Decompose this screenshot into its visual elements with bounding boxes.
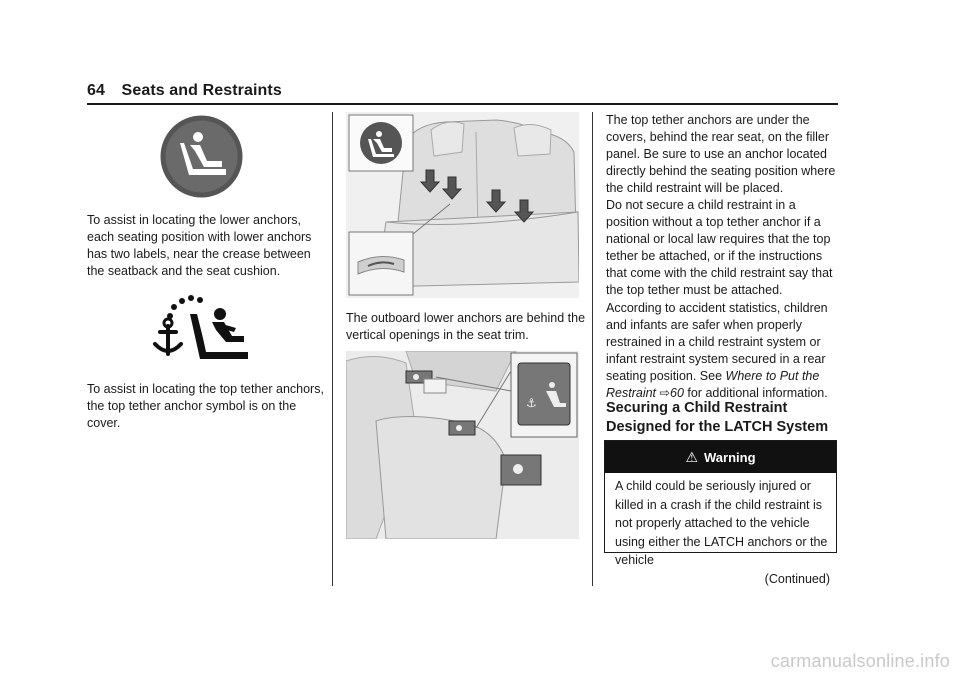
accident-statistics-paragraph [606, 300, 840, 402]
warning-label: Warning [704, 449, 756, 465]
outboard-anchors-paragraph: The outboard lower anchors are behind the vertical openings in the seat trim. [346, 311, 586, 342]
warning-header [605, 441, 836, 473]
statistics-text-end: for additional information. [683, 386, 828, 400]
column-divider-right [592, 112, 593, 586]
page-reference-arrow-icon: ⇨ [659, 386, 670, 400]
section-title: Seats and Restraints [121, 82, 282, 99]
where-to-put-restraint-link[interactable]: Where to Put the Restraint [606, 369, 820, 400]
top-tether-paragraph: To assist in locating the top tether anchors, the top tether anchor symbol is on the cover. [87, 382, 324, 430]
latch-section-heading: Securing a Child Restraint Designed for the LATCH System [606, 400, 829, 435]
warning-body [605, 473, 836, 588]
do-not-secure-paragraph: Do not secure a child restraint in a position without a top tether anchor if a national or local law requires that the top tether be attached, or if the instructions that come with the child restraint say that the top tether must be attached. [606, 198, 833, 297]
top-tether-cover-illustration [346, 351, 579, 539]
top-tether-anchor-icon [150, 292, 252, 362]
warning-speech-icon: ⚠ [685, 448, 699, 465]
lower-anchor-label-icon [160, 115, 243, 198]
continued-label: (Continued) [764, 571, 830, 586]
lower-anchor-paragraph: To assist in locating the lower anchors, each seating position with lower anchors has two labels, near the crease between the seatback and the seat cushion. [87, 213, 312, 278]
page-number: 64 [87, 82, 105, 99]
top-tether-location-paragraph: The top tether anchors are under the covers, behind the rear seat, on the filler panel. Be sure to use an anchor located directly behind the seating position where the child restraint will be placed. [606, 113, 836, 195]
warning-text: A child could be seriously injured or killed in a crash if the child restraint is not properly attached to the vehicle using either the LATCH anchors or the vehicle [615, 479, 828, 567]
watermark: carmanualsonline.info [770, 651, 950, 671]
svg-text:⚓: ⚓ [526, 396, 537, 410]
warning-box [604, 440, 837, 586]
statistics-text: According to accident statistics, children and infants are safer when properly restrained in a child restraint system or infant restraint system secured in a rear seating position. See [606, 301, 828, 383]
page-reference[interactable]: 60 [670, 386, 684, 400]
column-divider-left [332, 112, 333, 586]
rear-seat-illustration [346, 112, 579, 298]
header-rule [87, 103, 838, 105]
page-header [87, 82, 282, 100]
